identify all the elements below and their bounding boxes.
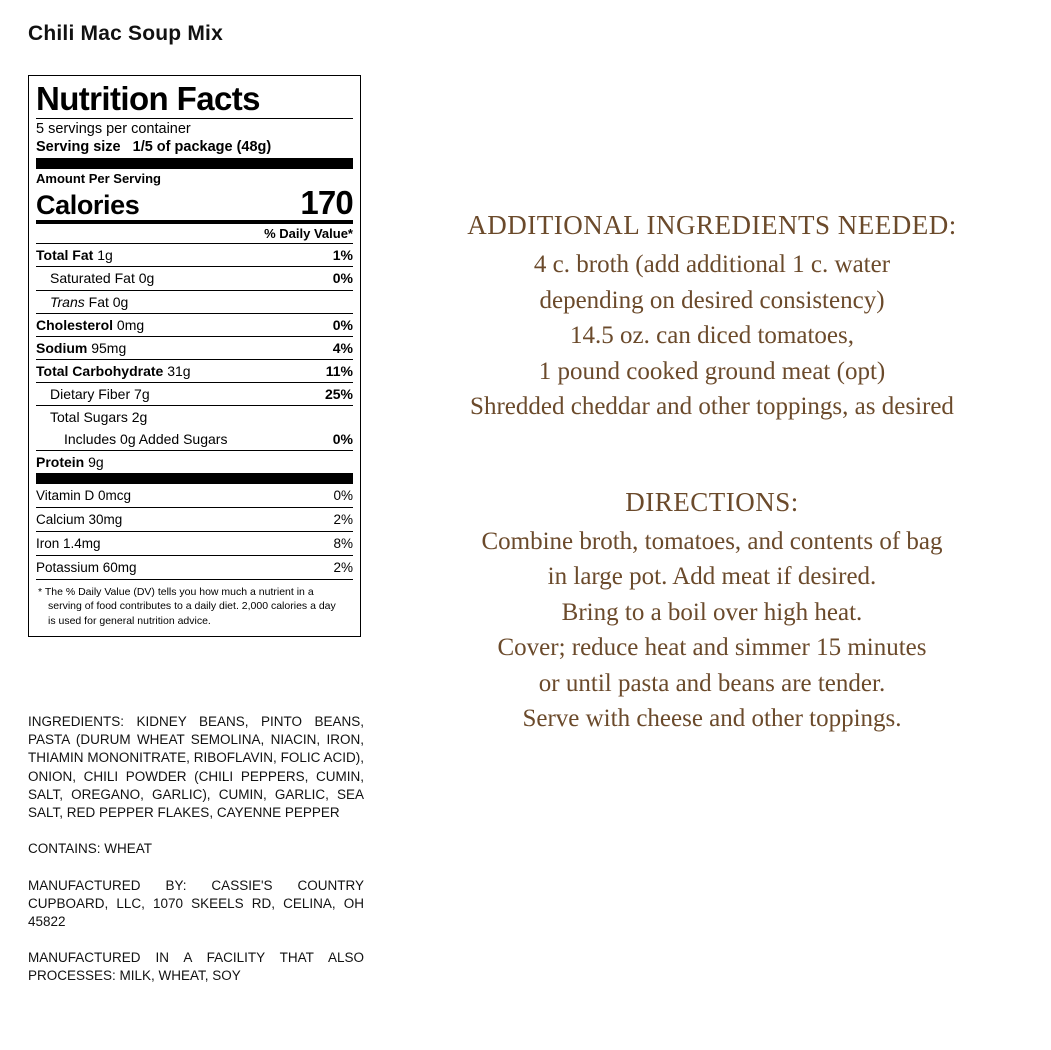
divider-thick-top [36, 158, 353, 169]
micronutrient-label: Vitamin D 0mcg [36, 488, 132, 504]
micronutrient-dv: 8% [333, 536, 353, 552]
directions-heading: DIRECTIONS: [625, 486, 799, 517]
divider-thick-bottom [36, 473, 353, 484]
amount-per-serving-label: Amount Per Serving [36, 170, 161, 186]
ingredient-statement-block [28, 713, 364, 986]
nutrient-row [36, 450, 353, 473]
nutrient-label: Dietary Fiber 7g [50, 385, 150, 402]
additional-ingredient-line: 4 c. broth (add additional 1 c. water [533, 251, 891, 278]
additional-ingredients-heading: ADDITIONAL INGREDIENTS NEEDED: [467, 210, 957, 240]
directions-line: Serve with cheese and other toppings. [522, 705, 902, 732]
micronutrient-row [36, 555, 353, 579]
micronutrient-dv: 2% [333, 560, 353, 576]
additional-ingredient-line: Shredded cheddar and other toppings, as desired [470, 393, 954, 420]
micronutrient-label: Iron 1.4mg [36, 536, 101, 552]
nutrient-row [36, 313, 353, 336]
nutrient-label: Trans Fat 0g [50, 293, 129, 310]
nutrient-label: Total Sugars 2g [50, 408, 148, 425]
micronutrient-dv: 2% [333, 512, 353, 528]
micronutrient-label: Calcium 30mg [36, 512, 123, 528]
directions-line: Combine broth, tomatoes, and contents of bag [481, 527, 943, 555]
nutrient-label: Protein 9g [36, 454, 104, 471]
nutrient-dv: 1% [332, 247, 353, 264]
nutrient-dv: 4% [332, 339, 353, 356]
serving-size-value: 1/5 of package (48g) [132, 138, 272, 155]
daily-value-header: % Daily Value* [264, 226, 353, 242]
micronutrient-label: Potassium 60mg [36, 560, 137, 576]
nutrition-facts-panel [28, 75, 361, 637]
page-title: Chili Mac Soup Mix [28, 22, 223, 45]
ingredients-list: INGREDIENTS: KIDNEY BEANS, PINTO BEANS, PASTA (DURUM WHEAT SEMOLINA, NIACIN, IRON, THIAMIN MONONITRATE, RIBOFLAVIN, FOLIC ACID), ONION, CHILI POWDER (CHILI PEPPERS, CUMIN, SALT, OREGANO, GARLIC), CUMIN, GARLIC, SEA SALT, RED PEPPER FLAKES, CAYENNE PEPPER [28, 714, 364, 821]
nutrient-dv: 0% [332, 316, 353, 333]
nutrient-label: Sodium 95mg [36, 339, 127, 356]
nutrient-label: Saturated Fat 0g [50, 270, 155, 287]
micronutrient-row [36, 531, 353, 555]
additional-ingredient-line: depending on desired consistency) [539, 286, 885, 314]
nutrient-dv: 0% [332, 431, 353, 448]
additional-ingredient-line: 14.5 oz. can diced tomatoes, [570, 322, 854, 349]
calories-value: 170 [300, 183, 353, 221]
nutrient-dv: 0% [332, 270, 353, 287]
servings-per-container: 5 servings per container [36, 120, 191, 137]
calories-row [36, 183, 353, 221]
nutrient-label: Total Carbohydrate 31g [36, 362, 191, 379]
nutrient-dv: 11% [325, 362, 353, 379]
nutrient-label: Total Fat 1g [36, 247, 113, 264]
nutrient-row [36, 405, 353, 428]
directions-line: Bring to a boil over high heat. [561, 598, 863, 626]
micronutrient-row [36, 484, 353, 507]
calories-label: Calories [36, 189, 140, 220]
nutrient-dv: 25% [324, 385, 353, 402]
footnote-line-2: serving of food contributes to a daily diet. 2,000 calories a day [48, 600, 336, 613]
section-spacer [392, 425, 1032, 487]
nutrient-row [36, 382, 353, 405]
nutrient-row [36, 336, 353, 359]
additional-ingredient-line: 1 pound cooked ground meat (opt) [538, 357, 886, 385]
footnote-line-1: * The % Daily Value (DV) tells you how much a nutrient in a [38, 586, 314, 599]
facility-allergen-statement: MANUFACTURED IN A FACILITY THAT ALSO PROCESSES: MILK, WHEAT, SOY [28, 950, 364, 984]
nutrient-row [36, 428, 353, 450]
manufactured-by-statement: MANUFACTURED BY: CASSIE'S COUNTRY CUPBOARD, LLC, 1070 SKEELS RD, CELINA, OH 45822 [28, 877, 364, 929]
nutrient-row [36, 290, 353, 313]
contains-statement: CONTAINS: WHEAT [28, 841, 152, 857]
footnote-line-3: is used for general nutrition advice. [48, 614, 211, 627]
micronutrient-dv: 0% [333, 488, 353, 504]
serving-size-row [36, 138, 353, 158]
serving-size-label: Serving size [36, 138, 121, 155]
directions-line: Cover; reduce heat and simmer 15 minutes [497, 634, 927, 661]
micronutrient-row [36, 507, 353, 531]
nutrient-row [36, 266, 353, 289]
nutrition-facts-title: Nutrition Facts [36, 80, 260, 117]
directions-line: in large pot. Add meat if desired. [547, 563, 877, 590]
directions-line: or until pasta and beans are tender. [538, 669, 886, 697]
nutrient-label: Cholesterol 0mg [36, 316, 145, 333]
recipe-panel [392, 210, 1032, 737]
nutrient-row [36, 359, 353, 382]
daily-value-footnote [36, 579, 353, 630]
nutrient-label: Includes 0g Added Sugars [64, 431, 228, 448]
nutrient-row [36, 243, 353, 266]
